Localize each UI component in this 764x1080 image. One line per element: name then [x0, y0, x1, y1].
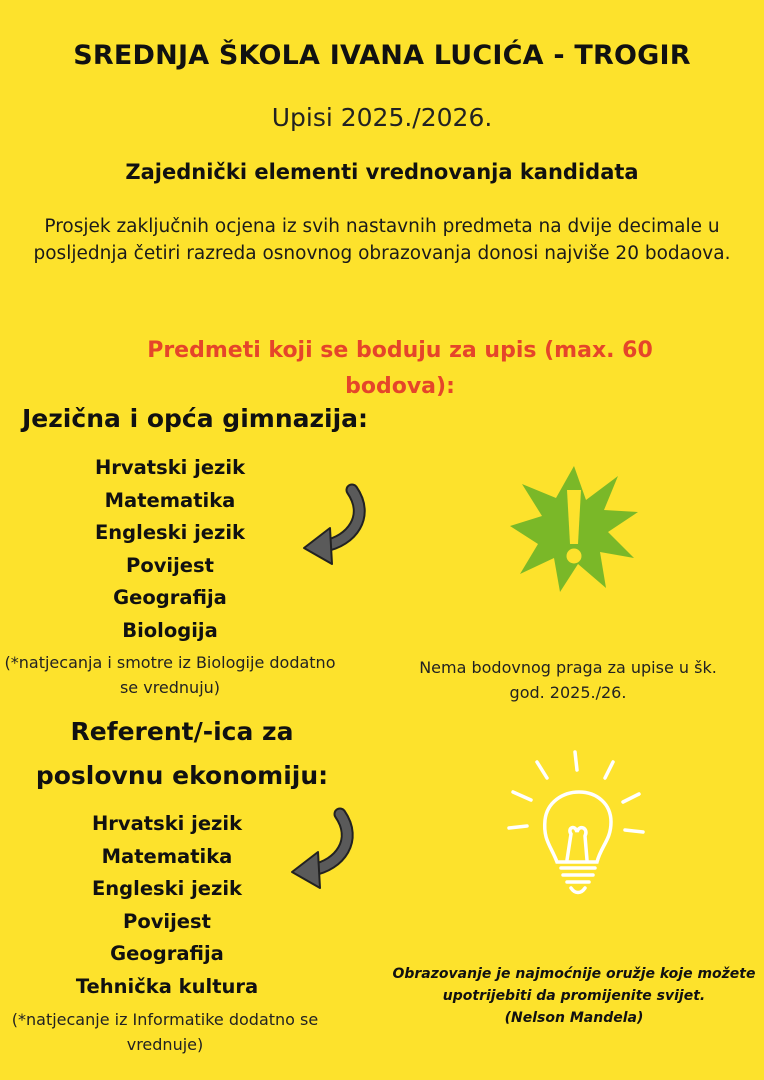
subject-note-gymnasium: (*natjecanja i smotre iz Biologije dodatno se vrednuju) — [4, 653, 336, 697]
subject-list-gymnasium — [10, 452, 330, 647]
subject-item: Tehnička kultura — [75, 974, 259, 998]
subject-item: Hrvatski jezik — [94, 456, 246, 479]
school-title: SREDNJA ŠKOLA IVANA LUCIĆA - TROGIR — [73, 40, 691, 71]
enrollment-year: Upisi 2025./2026. — [271, 103, 493, 132]
criteria-heading: Zajednički elementi vrednovanja kandidata — [125, 160, 639, 184]
lightbulb-icon — [505, 750, 655, 900]
points-heading: Predmeti koji se boduju za upis (max. 60 bodova): — [147, 338, 653, 399]
curved-arrow-icon — [300, 486, 370, 566]
subject-list-economy — [7, 808, 327, 1003]
subject-item: Matematika — [101, 844, 233, 868]
subject-item: Matematika — [104, 488, 236, 512]
threshold-info: Nema bodovnog praga za upise u šk. god. 2025./26. — [419, 658, 717, 702]
program-title-gymnasium: Jezična i opća gimnazija: — [22, 404, 369, 433]
subject-note-economy: (*natjecanje iz Informatike dodatno se vrednuje) — [11, 1010, 319, 1054]
quote-text: Obrazovanje je najmoćnije oružje koje možete upotrijebiti da promijenite svijet. — [392, 966, 756, 1004]
subject-item: Engleski jezik — [91, 877, 243, 900]
quote-author: (Nelson Mandela) — [504, 1010, 644, 1026]
program-title-economy: Referent/-ica za poslovnu ekonomiju: — [35, 717, 329, 790]
curved-arrow-icon — [288, 810, 358, 890]
subject-item: Geografija — [110, 942, 224, 965]
grade-average-description: Prosjek zaključnih ocjena iz svih nastavnih predmeta na dvije decimale u posljednja četiri razreda osnovnog obrazovanja donosi najviše 20 bodaova. — [33, 216, 731, 264]
exclamation-burst-icon — [508, 462, 640, 594]
subject-item: Biologija — [122, 618, 218, 642]
subject-item: Engleski jezik — [94, 521, 246, 544]
quote-block — [385, 963, 763, 1029]
subject-item: Povijest — [123, 909, 211, 933]
subject-item: Povijest — [126, 553, 214, 577]
subject-item: Geografija — [113, 586, 227, 609]
subject-item: Hrvatski jezik — [91, 812, 243, 835]
